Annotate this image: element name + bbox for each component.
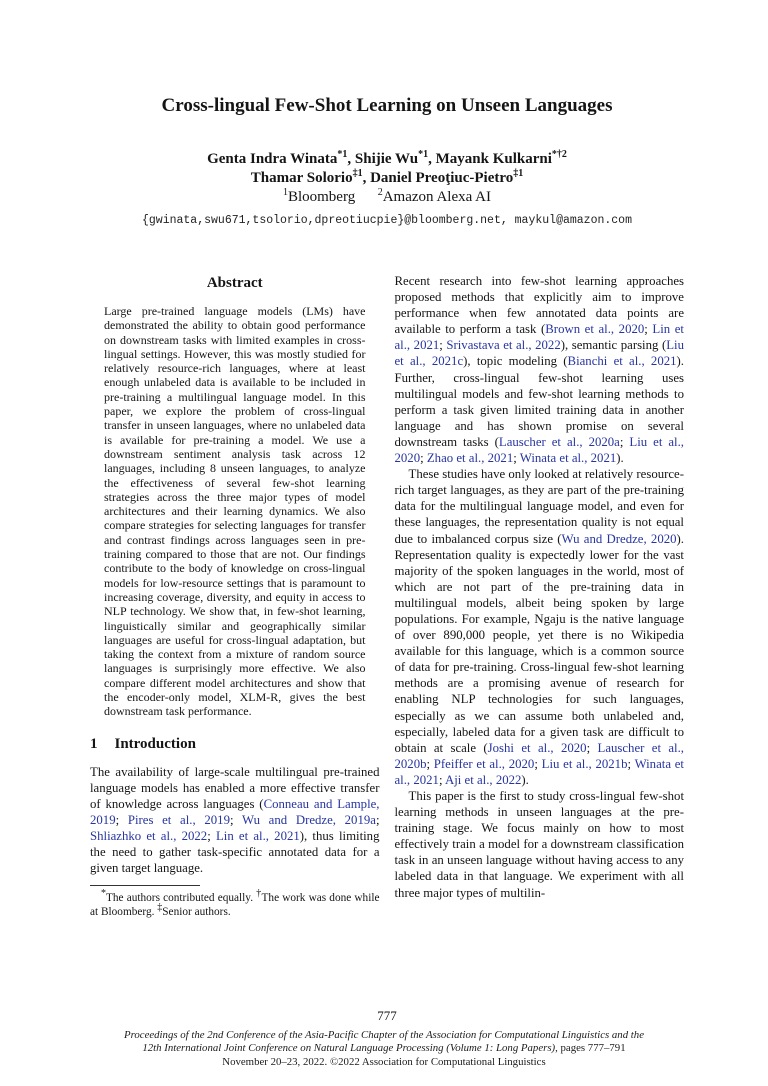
left-column bbox=[90, 273, 380, 1009]
citation-link[interactable]: Liu et al., 2021c bbox=[394, 338, 684, 369]
citation-link[interactable]: Wu and Dredze, 2019a bbox=[242, 812, 376, 827]
section-title: Introduction bbox=[114, 735, 196, 752]
superscript-marker: 2 bbox=[377, 187, 383, 198]
proceedings-footer bbox=[20, 1029, 748, 1069]
italic-text: 12th International Joint Conference on Natural Language Processing (Volume 1: Long Papers) bbox=[142, 1042, 556, 1055]
intro-paragraph-1: The availability of large-scale multilingual pre-trained language models has enabled a more effective transfer of knowledge across languages (Conneau and Lample, 2019; Pires et al., 2019; Wu and Dredze, 2019a; Shliazhko et al., 2022; Lin et al., 2021), thus limiting the need to gather task-specific annotated data for a given target language. bbox=[90, 764, 380, 876]
body-paragraph-3: This paper is the first to study cross-lingual few-shot learning methods in unseen languages at the pre-training stage. We focus mainly on how to most effectively train a model for a downstream classification task in an unseen language without having access to any labeled data in that language. We experiment with all three major types of multilin- bbox=[394, 789, 684, 900]
abstract-text: Large pre-trained language models (LMs) have demonstrated the ability to obtain good performance on downstream tasks with limited examples in cross-lingual settings. However, this was mostly studied for relatively resource-rich languages, where at least enough unlabeled data is available to be included in pre-training a multilingual language model. In this paper, we explore the problem of cross-lingual transfer in unseen languages, where no unlabeled data is available for pre-training a model. We use a downstream sentiment analysis task across 12 languages, including 8 unseen languages, to analyze the effectiveness of several few-shot learning strategies across the three major types of model architectures and their learning dynamics. We also compare strategies for selecting languages for transfer and contrast findings across languages seen in pre-training compared to those that are not. Our findings contribute to the body of knowledge on cross-lingual models for low-resource settings that is paramount to increasing coverage, diversity, and equity in access to NLP technology. We show that, in few-shot learning, linguistically similar and geographically similar languages are useful for cross-lingual adaptation, but taking the context from a mixture of random source languages is surprisingly more effective. We also compare different model architectures and show that the encoder-only model, XLM-R, gives the best downstream task performance. bbox=[104, 304, 366, 719]
page-number: 777 bbox=[377, 1008, 397, 1023]
citation-link[interactable]: Winata et al., 2021 bbox=[394, 756, 684, 787]
citation-link[interactable]: Bianchi et al., 2021 bbox=[567, 354, 677, 369]
superscript-marker: ‡1 bbox=[352, 168, 363, 179]
email-line: {gwinata,swu671,tsolorio,dpreotiucpie}@bloomberg.net, maykul@amazon.com bbox=[142, 214, 632, 227]
citation-link[interactable]: Lin et al., 2021 bbox=[215, 828, 300, 843]
citation-link[interactable]: Lauscher et al., 2020a bbox=[498, 434, 620, 449]
citation-link[interactable]: Lauscher et al., 2020b bbox=[394, 740, 684, 771]
citation-link[interactable]: Liu et al., 2021b bbox=[541, 756, 628, 771]
body-paragraph-2: These studies have only looked at relatively resource-rich target languages, as they are part of the pre-training data for the multilingual language model, and even for these languages, the representation quality is not equal due to imbalanced corpus size (Wu and Dredze, 2020). Representation quality is expectedly lower for the vast majority of the spoken languages in the world, most of which are not part of the pre-training data in multilingual models, albeit being spoken by large populations. For example, Ngaju is the native language of over 890,000 people, yet there is no Wikipedia available for this language, which is a common source of data for pre-training. Cross-lingual few-shot learning methods are a promising avenue of research for enabling NLP technologies for such languages, especially as we can assume both unlabeled and, especially, labeled data for a given task are difficult to obtain at scale (Joshi et al., 2020; Lauscher et al., 2020b; Pfeiffer et al., 2020; Liu et al., 2021b; Winata et al., 2021; Aji et al., 2022). bbox=[394, 467, 684, 787]
two-column-body bbox=[90, 273, 684, 1009]
superscript-marker: 1 bbox=[282, 187, 288, 198]
citation-link[interactable]: Zhao et al., 2021 bbox=[426, 451, 514, 466]
citation-link[interactable]: Srivastava et al., 2022 bbox=[446, 338, 561, 353]
footnote-block bbox=[90, 885, 380, 919]
superscript-marker: ‡1 bbox=[513, 168, 524, 179]
footer-line-3: November 20–23, 2022. ©2022 Association for Computational Linguistics bbox=[222, 1055, 546, 1068]
superscript-marker: *1 bbox=[337, 149, 348, 160]
citation-link[interactable]: Shliazhko et al., 2022 bbox=[90, 828, 208, 843]
citation-link[interactable]: Brown et al., 2020 bbox=[545, 322, 645, 337]
citation-link[interactable]: Aji et al., 2022 bbox=[445, 772, 522, 787]
abstract-heading: Abstract bbox=[206, 275, 263, 291]
citation-link[interactable]: Pires et al., 2019 bbox=[127, 812, 230, 827]
citation-link[interactable]: Lin et al., 2021 bbox=[394, 322, 684, 353]
footnote-rule bbox=[90, 885, 200, 886]
author-block bbox=[90, 150, 684, 207]
citation-link[interactable]: Winata et al., 2021 bbox=[519, 451, 617, 466]
superscript-marker: † bbox=[256, 888, 262, 900]
author-line-2: Thamar Solorio$^{\ddagger 1}$, Daniel Preoţiuc-Pietro$^{\ddagger 1}$ bbox=[250, 168, 524, 186]
author-line-1: Genta Indra Winata$^{*1}$, Shijie Wu$^{*1}$, Mayank Kulkarni$^{*\dagger 2}$ bbox=[207, 149, 567, 167]
citation-link[interactable]: Liu et al., 2020 bbox=[394, 434, 684, 466]
italic-text: Proceedings of the 2nd Conference of the Asia-Pacific Chapter of the Association for Computational Linguistics and the bbox=[123, 1028, 644, 1041]
footer-line-2: 12th International Joint Conference on Natural Language Processing (Volume 1: Long Papers), pages 777–791 bbox=[142, 1042, 626, 1055]
citation-link[interactable]: Conneau and Lample, 2019 bbox=[90, 796, 380, 827]
affiliation-line: $^1$Bloomberg $^2$Amazon Alexa AI bbox=[282, 187, 492, 205]
citation-link[interactable]: Wu and Dredze, 2020 bbox=[561, 531, 677, 546]
citation-link[interactable]: Pfeiffer et al., 2020 bbox=[433, 756, 535, 771]
section-number: 1 bbox=[90, 735, 98, 752]
superscript-marker: ‡ bbox=[157, 902, 163, 914]
superscript-marker: *1 bbox=[418, 149, 429, 160]
right-column bbox=[395, 273, 685, 1009]
body-paragraph-1: Recent research into few-shot learning approaches proposed methods that explicitly aim to improve performance when few annotated data points are available to perform a task (Brown et al., 2020; Lin et al., 2021; Srivastava et al., 2022), semantic parsing (Liu et al., 2021c), topic modeling (Bianchi et al., 2021). Further, cross-lingual few-shot learning uses multilingual models and few-shot learning methods to perform a task given limited training data in another language and has shown promise on several downstream tasks (Lauscher et al., 2020a; Liu et al., 2020; Zhao et al., 2021; Winata et al., 2021). bbox=[394, 274, 684, 466]
footer-line-1 bbox=[20, 1029, 748, 1042]
paper-title: Cross-lingual Few-Shot Learning on Unseen Languages bbox=[161, 95, 613, 116]
superscript-marker: * bbox=[101, 888, 106, 900]
citation-link[interactable]: Joshi et al., 2020 bbox=[487, 740, 587, 755]
footnote-text: *The authors contributed equally. †The work was done while at Bloomberg. ‡Senior authors. bbox=[90, 888, 380, 918]
superscript-marker: *†2 bbox=[551, 149, 567, 160]
section-heading-introduction bbox=[90, 736, 380, 753]
